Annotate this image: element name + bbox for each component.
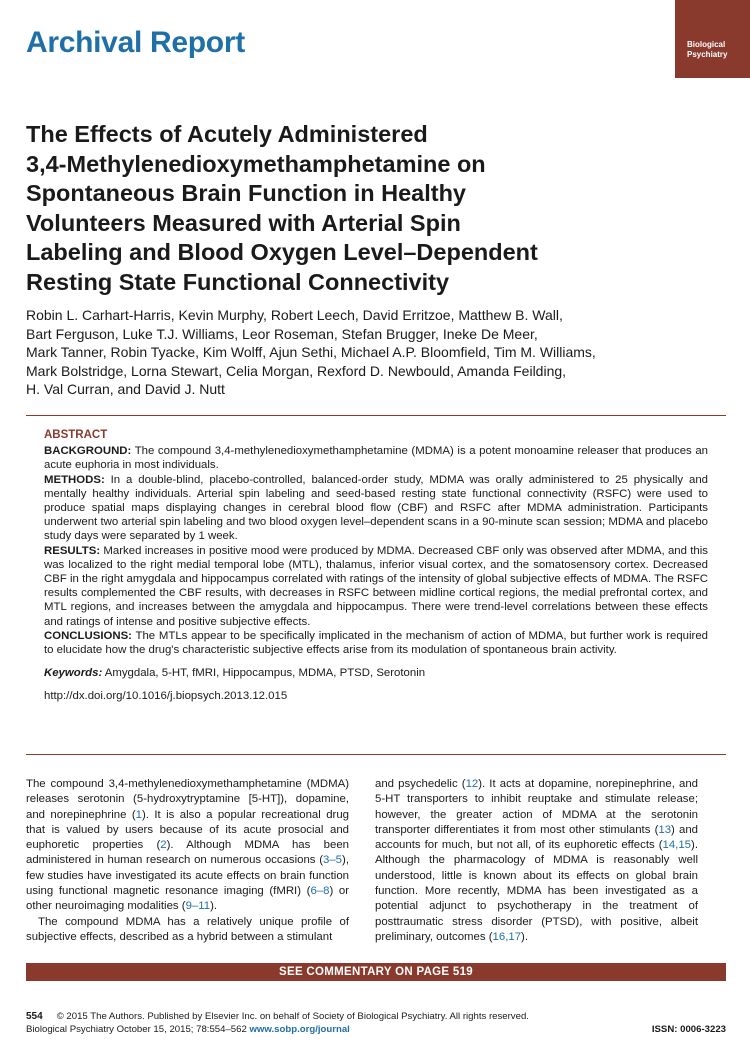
title-line: Spontaneous Brain Function in Healthy [26, 180, 466, 206]
background-label: BACKGROUND: [44, 445, 132, 458]
commentary-banner[interactable]: SEE COMMENTARY ON PAGE 519 [26, 963, 726, 981]
article-title [26, 120, 706, 297]
body-text: ). [210, 900, 218, 913]
page-number: 554 [26, 1011, 43, 1022]
author-line: Robin L. Carhart-Harris, Kevin Murphy, Robert Leech, David Erritzoe, Matthew B. Wall, [26, 307, 563, 323]
abstract-heading: ABSTRACT [44, 429, 108, 441]
body-text: The compound 3,4-methylenedioxymethamphetamine (MDMA) releases serotonin (5-hydroxytryptamine [5-HT]), dopamine, and norepinephrine ( [26, 778, 349, 821]
issn: ISSN: 0006-3223 [651, 1024, 726, 1035]
results-label: RESULTS: [44, 544, 101, 557]
journal-url-link[interactable]: www.sobp.org/journal [249, 1024, 350, 1035]
reference-link[interactable]: 13 [658, 823, 672, 836]
abstract-results [44, 544, 708, 629]
author-list [26, 306, 726, 399]
body-text: ) or other neuroimaging modalities ( [26, 885, 349, 913]
title-line: Volunteers Measured with Arterial Spin [26, 209, 461, 236]
results-text: Marked increases in positive mood were produced by MDMA. Decreased CBF only was observed after MDMA, and this was localized to the right medial temporal lobe (MTL), thalamus, inferior visual cortex, and the somatosensory cortex. Decreased CBF in the right amygdala and hippocampus correlated with ratings of the intensity of global subjective effects of MDMA. The RSFC results complemented the CBF results, with decreases in RSFC between midline cortical regions, the medial prefrontal cortex, and MTL regions, and increases between the amygdala and hippocampus. There were trend-level correlations between these effects and ratings of intense and positive subjective effects. [44, 544, 708, 628]
methods-text: In a double-blind, placebo-controlled, balanced-order study, MDMA was orally administered to 25 physically and mentally healthy individuals. Arterial spin labeling and seed-based resting state functional connectivity (RSFC) were used to produce spatial maps displaying changes in cerebral blood flow (CBF) and RSFC after MDMA administration. Participants underwent two arterial spin labeling and two blood oxygen level–dependent scans in a 90-minute scan session; MDMA and placebo study days were separated by 1 week. [44, 473, 708, 543]
title-line: The Effects of Acutely Administered [26, 121, 428, 147]
author-line: Bart Ferguson, Luke T.J. Williams, Leor Roseman, Stefan Brugger, Ineke De Meer, [26, 325, 538, 342]
body-text: ). It is also a popular recreational drug that is valued by users because of its acute prosocial and euphoretic properties ( [26, 808, 349, 852]
author-line: Mark Bolstridge, Lorna Stewart, Celia Morgan, Rexford D. Newbould, Amanda Feilding, [26, 362, 567, 379]
body-text: and psychedelic ( [375, 778, 466, 790]
body-column-right [375, 777, 698, 945]
body-paragraph: The compound MDMA has a relatively unique profile of subjective effects, described as a hybrid between a stimulant [26, 915, 349, 943]
keywords-text: Amygdala, 5-HT, fMRI, Hippocampus, MDMA, PTSD, Serotonin [102, 667, 426, 680]
abstract-conclusions [44, 629, 708, 657]
title-line: Labeling and Blood Oxygen Level–Dependent [26, 239, 538, 265]
body-text: ). Although MDMA has been administered in human research on numerous occasions ( [26, 839, 349, 867]
reference-link[interactable]: 1 [135, 808, 142, 821]
author-line: H. Val Curran, and David J. Nutt [26, 381, 225, 398]
doi-link[interactable]: http://dx.doi.org/10.1016/j.biopsych.2013.12.015 [44, 690, 288, 703]
body-text: ). It acts at dopamine, norepinephrine, and 5-HT transporters to inhibit reuptake and stimulate release; however, the greater action of MDMA at the serotonin transporter differentiates it from most other stimulants ( [375, 778, 698, 836]
reference-link[interactable]: 2 [160, 839, 167, 852]
footer-copyright-line [26, 1011, 726, 1022]
reference-link[interactable]: 6–8 [310, 885, 330, 898]
reference-link[interactable]: 3–5 [323, 854, 343, 867]
section-label: Archival Report [26, 26, 245, 59]
body-text: ) and accounts for much, but not all, of its euphoretic effects ( [375, 823, 698, 852]
footer-citation-line [26, 1024, 726, 1035]
journal-tag-line2: Psychiatry [687, 50, 728, 59]
body-paragraph [375, 777, 698, 945]
copyright-text: © 2015 The Authors. Published by Elsevier Inc. on behalf of Society of Biological Psychiatry. All rights reserved. [56, 1011, 529, 1022]
title-line: 3,4-Methylenedioxymethamphetamine on [26, 150, 486, 177]
body-text: ). Although the pharmacology of MDMA is reasonably well understood, little is known about its effects on global brain function. More recently, MDMA has been investigated as a potential adjunct to psychotherapy in the treatment of posttraumatic stress disorder (PTSD), with positive, albeit preliminary, outcomes ( [375, 839, 698, 943]
author-line: Mark Tanner, Robin Tyacke, Kim Wolff, Ajun Sethi, Michael A.P. Bloomfield, Tim M. Williams, [26, 344, 596, 361]
reference-link[interactable]: 9–11 [185, 900, 211, 913]
body-text: ). [521, 930, 529, 943]
conclusions-label: CONCLUSIONS: [44, 629, 132, 642]
reference-link[interactable]: 14,15 [662, 839, 692, 852]
methods-label: METHODS: [44, 473, 105, 486]
body-column-left [26, 777, 349, 945]
abstract-box [26, 415, 726, 755]
background-text: The compound 3,4-methylenedioxymethamphetamine (MDMA) is a potent monoamine releaser that produces an acute euphoria in most individuals. [44, 445, 708, 472]
body-paragraph [26, 777, 349, 915]
abstract-methods [44, 473, 708, 544]
keywords [44, 666, 708, 680]
title-line: Resting State Functional Connectivity [26, 268, 450, 295]
reference-link[interactable]: 12 [465, 778, 479, 790]
citation-text: Biological Psychiatry October 15, 2015; 78:554–562 [26, 1024, 250, 1035]
conclusions-text: The MTLs appear to be specifically implicated in the mechanism of action of MDMA, but further work is required to elucidate how the drug's characteristic subjective effects arise from its modulation of spontaneous brain activity. [44, 629, 708, 657]
body-text: ), few studies have investigated its acute effects on brain function using functional magnetic resonance imaging (fMRI) ( [26, 854, 349, 898]
reference-link[interactable]: 16,17 [492, 930, 522, 943]
journal-tag [675, 0, 750, 78]
journal-tag-line1: Biological [687, 40, 726, 49]
keywords-label: Keywords: [44, 667, 103, 680]
abstract-background [44, 444, 708, 472]
